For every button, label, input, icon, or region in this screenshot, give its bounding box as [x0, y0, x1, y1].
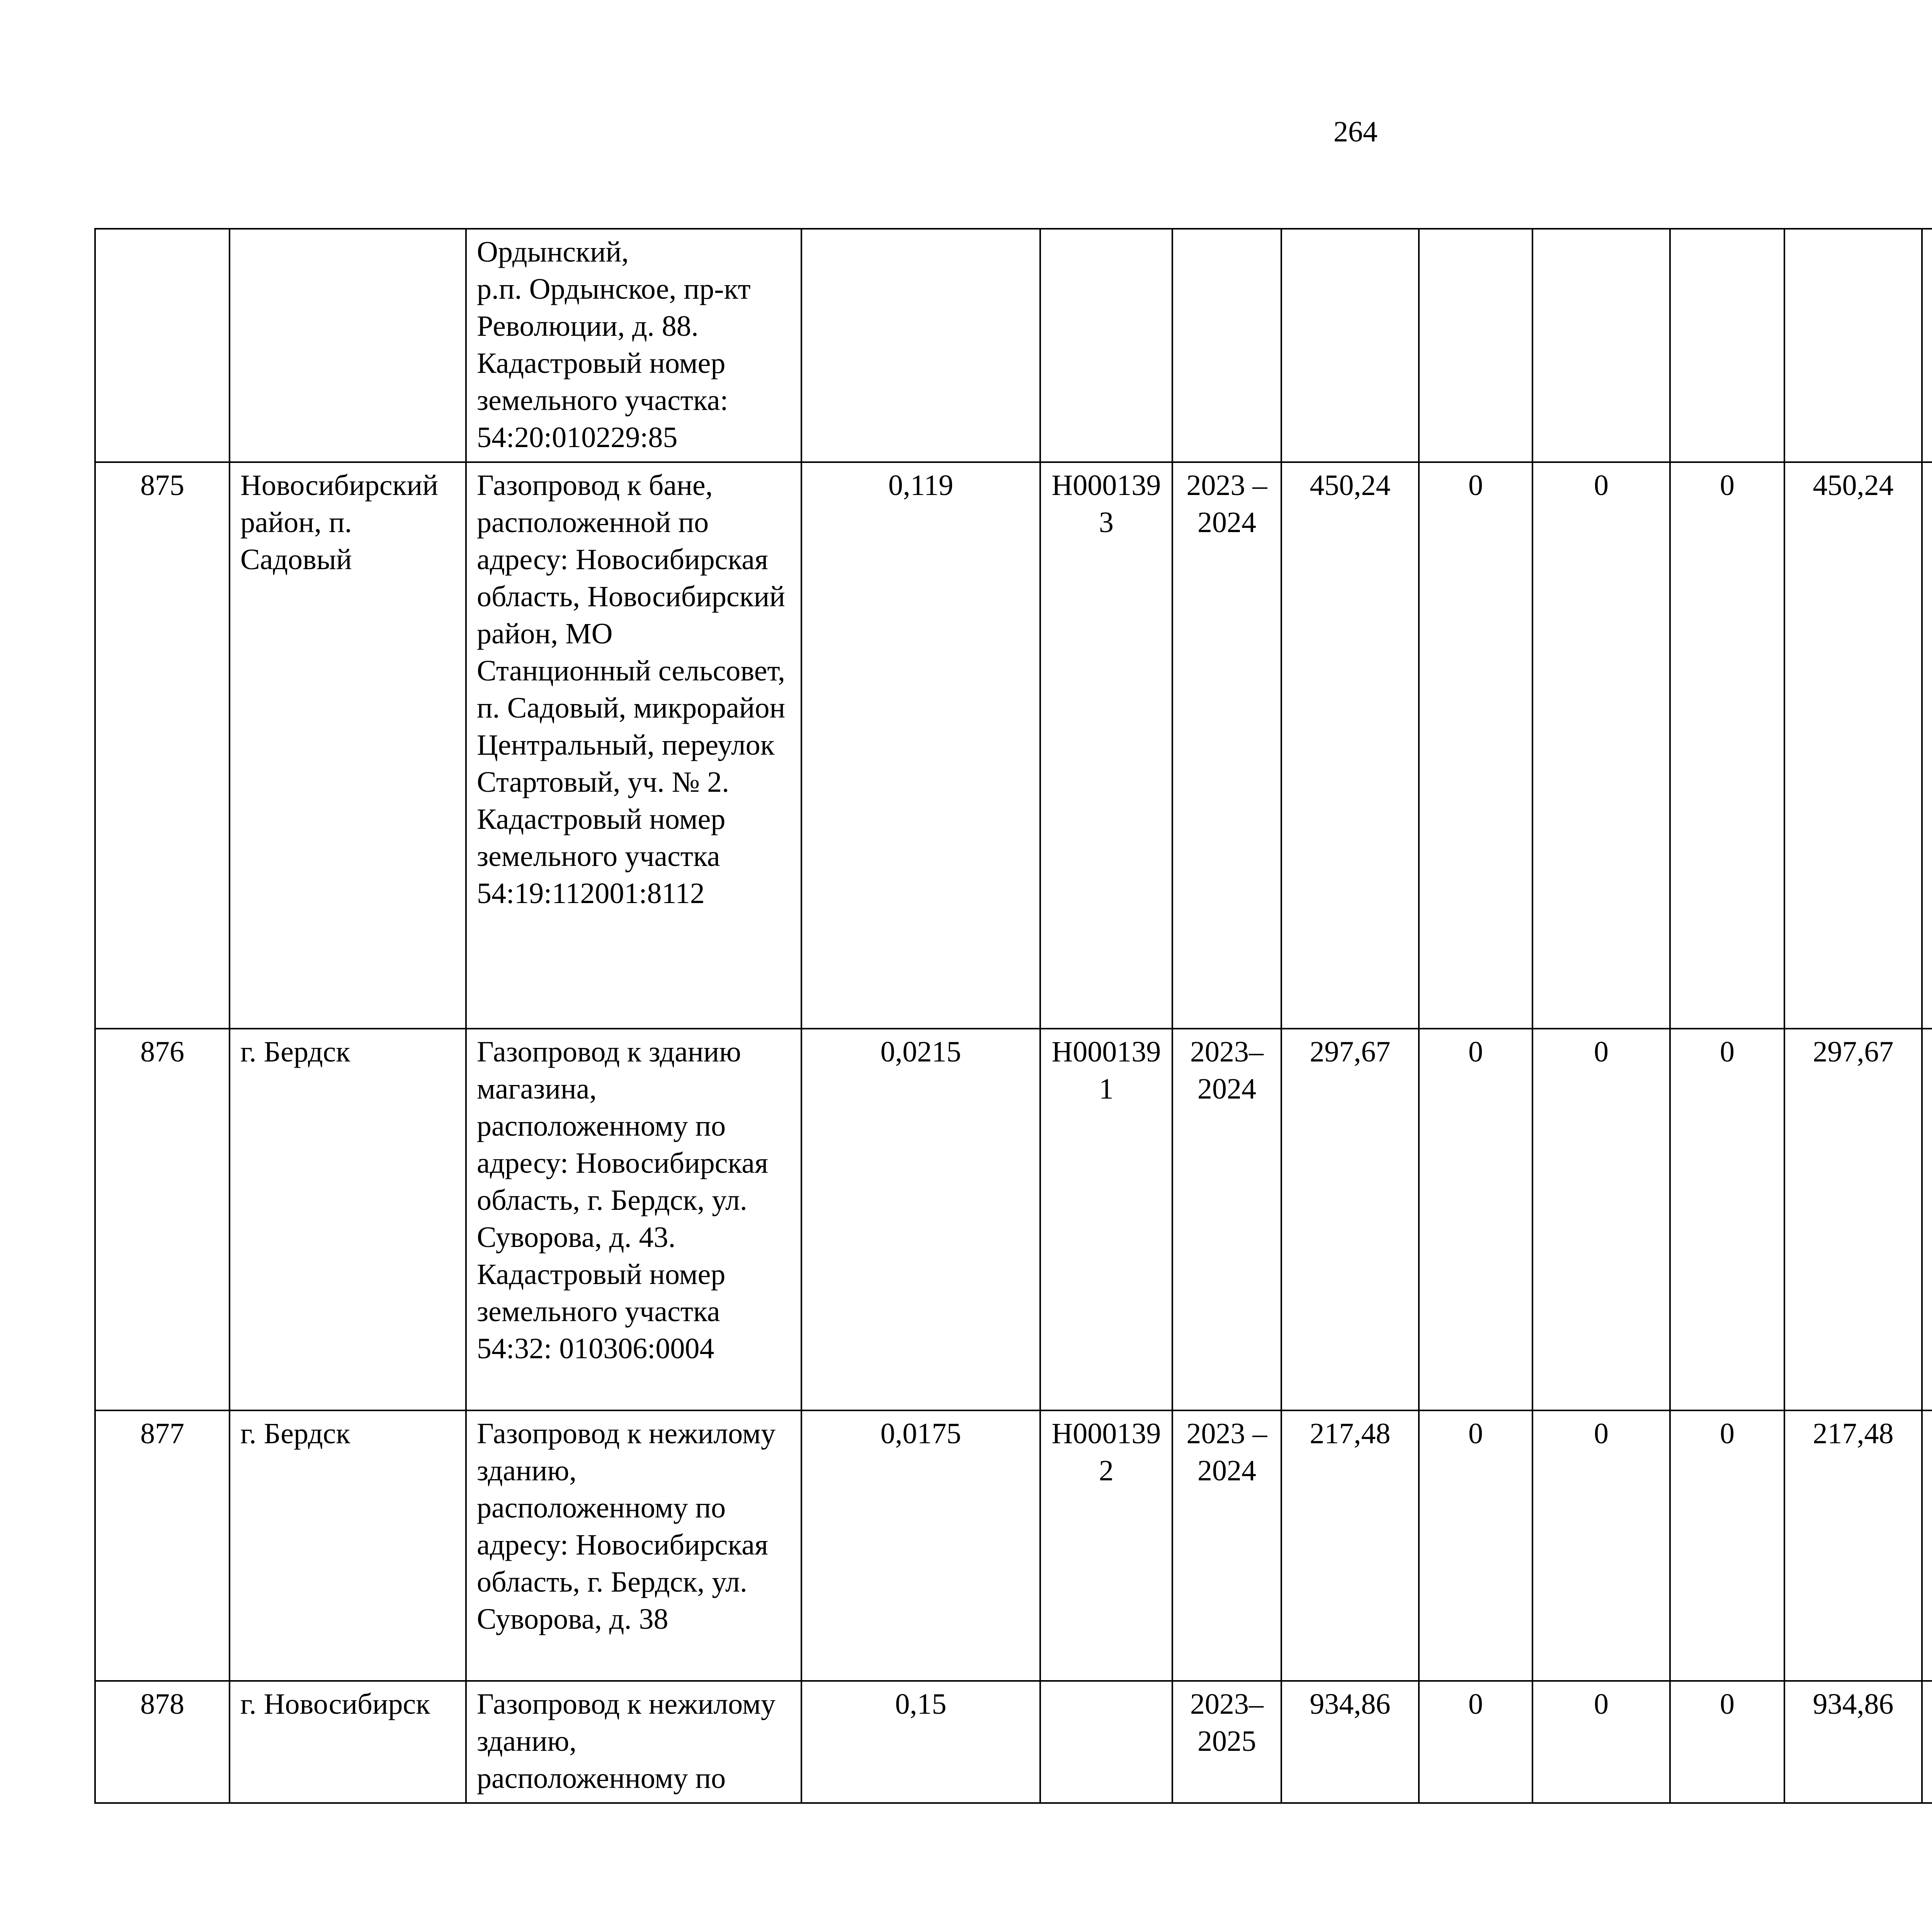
table-row-continuation [95, 229, 1932, 462]
cell-no: 876 [95, 1029, 230, 1410]
cell-code: Н0001392 [1040, 1410, 1172, 1681]
cell-length: 0,15 [801, 1681, 1040, 1803]
table-row [95, 1681, 1932, 1803]
objects-table [94, 228, 1932, 1804]
cell-total: 297,67 [1281, 1029, 1419, 1410]
cell-description: Ордынский, р.п. Ордынское, пр-кт Революции, д. 88. Кадастровый номер земельного участка: 54:20:010229:85 [466, 229, 801, 462]
table-row [95, 462, 1932, 1029]
cell-length: 0,0175 [801, 1410, 1040, 1681]
cell-organization [1922, 1410, 1932, 1681]
cell-v3: 0 [1670, 1029, 1784, 1410]
cell-code [1040, 229, 1172, 462]
cell-v1: 0 [1419, 1410, 1532, 1681]
cell-no: 878 [95, 1681, 230, 1803]
cell-v1: 0 [1419, 462, 1532, 1029]
cell-description: Газопровод к бане, расположенной по адресу: Новосибирская область, Новосибирский район, МО Станционный сельсовет, п. Садовый, микрорайон Центральный, переулок Стартовый, уч. № 2. Кадастровый номер земельного участка 54:19:112001:8112 [466, 462, 801, 1029]
cell-v4 [1784, 229, 1922, 462]
cell-total: 217,48 [1281, 1410, 1419, 1681]
cell-location: г. Бердск [230, 1029, 466, 1410]
cell-organization [1922, 1029, 1932, 1410]
cell-v4: 217,48 [1784, 1410, 1922, 1681]
cell-length: 0,0215 [801, 1029, 1040, 1410]
cell-no [95, 229, 230, 462]
cell-length [801, 229, 1040, 462]
cell-length: 0,119 [801, 462, 1040, 1029]
cell-no: 877 [95, 1410, 230, 1681]
cell-v2: 0 [1532, 1029, 1670, 1410]
cell-v3 [1670, 229, 1784, 462]
table-row [95, 1410, 1932, 1681]
cell-total [1281, 229, 1419, 462]
cell-organization [1922, 1681, 1932, 1803]
cell-v3: 0 [1670, 1681, 1784, 1803]
cell-v2 [1532, 229, 1670, 462]
cell-v3: 0 [1670, 1410, 1784, 1681]
cell-location [230, 229, 466, 462]
cell-period: 2023 – 2024 [1172, 462, 1281, 1029]
cell-v4: 450,24 [1784, 462, 1922, 1029]
cell-location: г. Новосибирск [230, 1681, 466, 1803]
cell-period [1172, 229, 1281, 462]
cell-v4: 297,67 [1784, 1029, 1922, 1410]
cell-period: 2023– 2024 [1172, 1029, 1281, 1410]
cell-v2: 0 [1532, 1681, 1670, 1803]
cell-total: 934,86 [1281, 1681, 1419, 1803]
cell-description: Газопровод к нежилому зданию, расположенному по адресу: Новосибирская область, г. Бердск, ул. Суворова, д. 38 [466, 1410, 801, 1681]
cell-location: г. Бердск [230, 1410, 466, 1681]
table-row [95, 1029, 1932, 1410]
cell-v3: 0 [1670, 462, 1784, 1029]
cell-no: 875 [95, 462, 230, 1029]
cell-description: Газопровод к зданию магазина, расположенному по адресу: Новосибирская область, г. Бердск, ул. Суворова, д. 43. Кадастровый номер земельного участка 54:32: 010306:0004 [466, 1029, 801, 1410]
cell-code: Н0001391 [1040, 1029, 1172, 1410]
cell-code: Н0001393 [1040, 462, 1172, 1029]
cell-description: Газопровод к нежилому зданию, расположенному по [466, 1681, 801, 1803]
cell-v2: 0 [1532, 1410, 1670, 1681]
cell-v2: 0 [1532, 462, 1670, 1029]
cell-v1 [1419, 229, 1532, 462]
cell-v4: 934,86 [1784, 1681, 1922, 1803]
cell-location: Новосибирский район, п. Садовый [230, 462, 466, 1029]
page-number: 264 [1333, 116, 1378, 148]
cell-v1: 0 [1419, 1681, 1532, 1803]
cell-total: 450,24 [1281, 462, 1419, 1029]
cell-v1: 0 [1419, 1029, 1532, 1410]
cell-organization [1922, 229, 1932, 462]
cell-organization [1922, 462, 1932, 1029]
cell-period: 2023 – 2024 [1172, 1410, 1281, 1681]
cell-code [1040, 1681, 1172, 1803]
cell-period: 2023– 2025 [1172, 1681, 1281, 1803]
